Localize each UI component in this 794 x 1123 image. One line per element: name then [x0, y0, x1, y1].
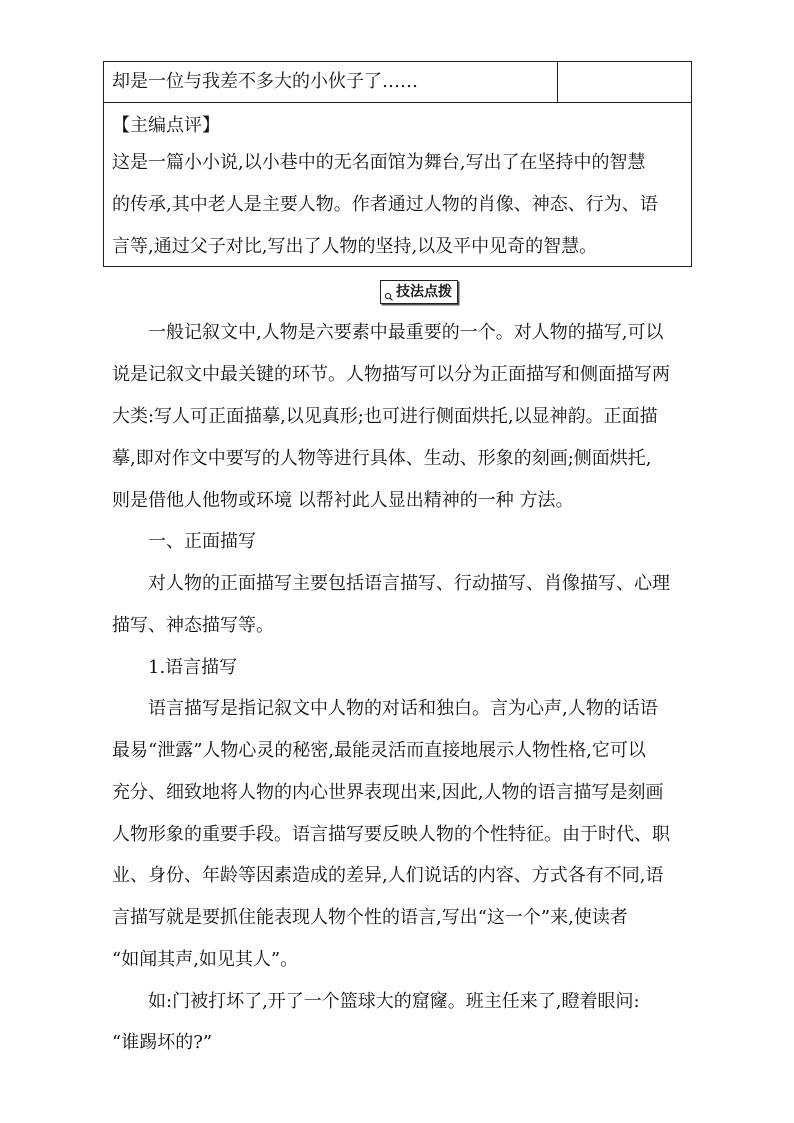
- paragraph-line: 说是记叙文中最关键的环节。人物描写可以分为正面描写和侧面描写两: [112, 364, 670, 385]
- paragraph-line: 大类:写人可正面描摹,以见真形;也可进行侧面烘托,以显神韵。正面描: [112, 406, 658, 427]
- paragraph-line: 摹,即对作文中要写的人物等进行具体、生动、形象的刻画;侧面烘托,: [112, 448, 652, 469]
- paragraph-line: “谁踢坏的?”: [112, 1032, 213, 1053]
- subsection-heading: 1.语言描写: [148, 657, 238, 678]
- paragraph-line: 充分、细致地将人物的内心世界表现出来,因此,人物的语言描写是刻画: [112, 782, 664, 803]
- magnifier-icon: [384, 286, 394, 298]
- paragraph-line: 语言描写是指记叙文中人物的对话和独白。言为心声,人物的话语: [148, 698, 658, 719]
- paragraph-line: 言描写就是要抓住能表现人物个性的语言,写出“这一个”来,使读者: [112, 907, 628, 928]
- paragraph-line: 如:门被打坏了,开了一个篮球大的窟窿。班主任来了,瞪着眼问:: [148, 991, 640, 1012]
- editor-review-heading: 【主编点评】: [112, 115, 220, 136]
- table-top-main-cell: [104, 62, 558, 102]
- paragraph-line: 描写、神态描写等。: [112, 615, 274, 636]
- paragraph-line: 一般记叙文中,人物是六要素中最重要的一个。对人物的描写,可以: [148, 322, 664, 343]
- paragraph-line: 业、身份、年龄等因素造成的差异,人们说话的内容、方式各有不同,语: [112, 865, 664, 886]
- technique-tips-label: 技法点拨: [396, 284, 452, 300]
- technique-tips-badge: [380, 280, 458, 304]
- editor-review-line: 言等,通过父子对比,写出了人物的坚持,以及平中见奇的智慧。: [112, 236, 598, 257]
- story-ending-text: 却是一位与我差不多大的小伙子了……: [112, 71, 418, 92]
- paragraph-line: 最易“泄露”人物心灵的秘密,最能灵活而直接地展示人物性格,它可以: [112, 740, 646, 761]
- section-heading: 一、正面描写: [148, 531, 256, 552]
- paragraph-line: “如闻其声,如见其人”。: [112, 949, 299, 970]
- table-top-side-cell: [558, 62, 691, 102]
- editor-review-line: 的传承,其中老人是主要人物。作者通过人物的肖像、神态、行为、语: [112, 194, 658, 215]
- table-top-row: [104, 62, 691, 103]
- paragraph-line: 则是借他人他物或环境 以帮衬此人显出精神的一种 方法。: [112, 490, 574, 511]
- editor-review-line: 这是一篇小小说,以小巷中的无名面馆为舞台,写出了在坚持中的智慧: [112, 152, 646, 173]
- paragraph-line: 对人物的正面描写主要包括语言描写、行动描写、肖像描写、心理: [148, 573, 670, 594]
- review-table: [103, 61, 692, 267]
- paragraph-line: 人物形象的重要手段。语言描写要反映人物的个性特征。由于时代、职: [112, 824, 670, 845]
